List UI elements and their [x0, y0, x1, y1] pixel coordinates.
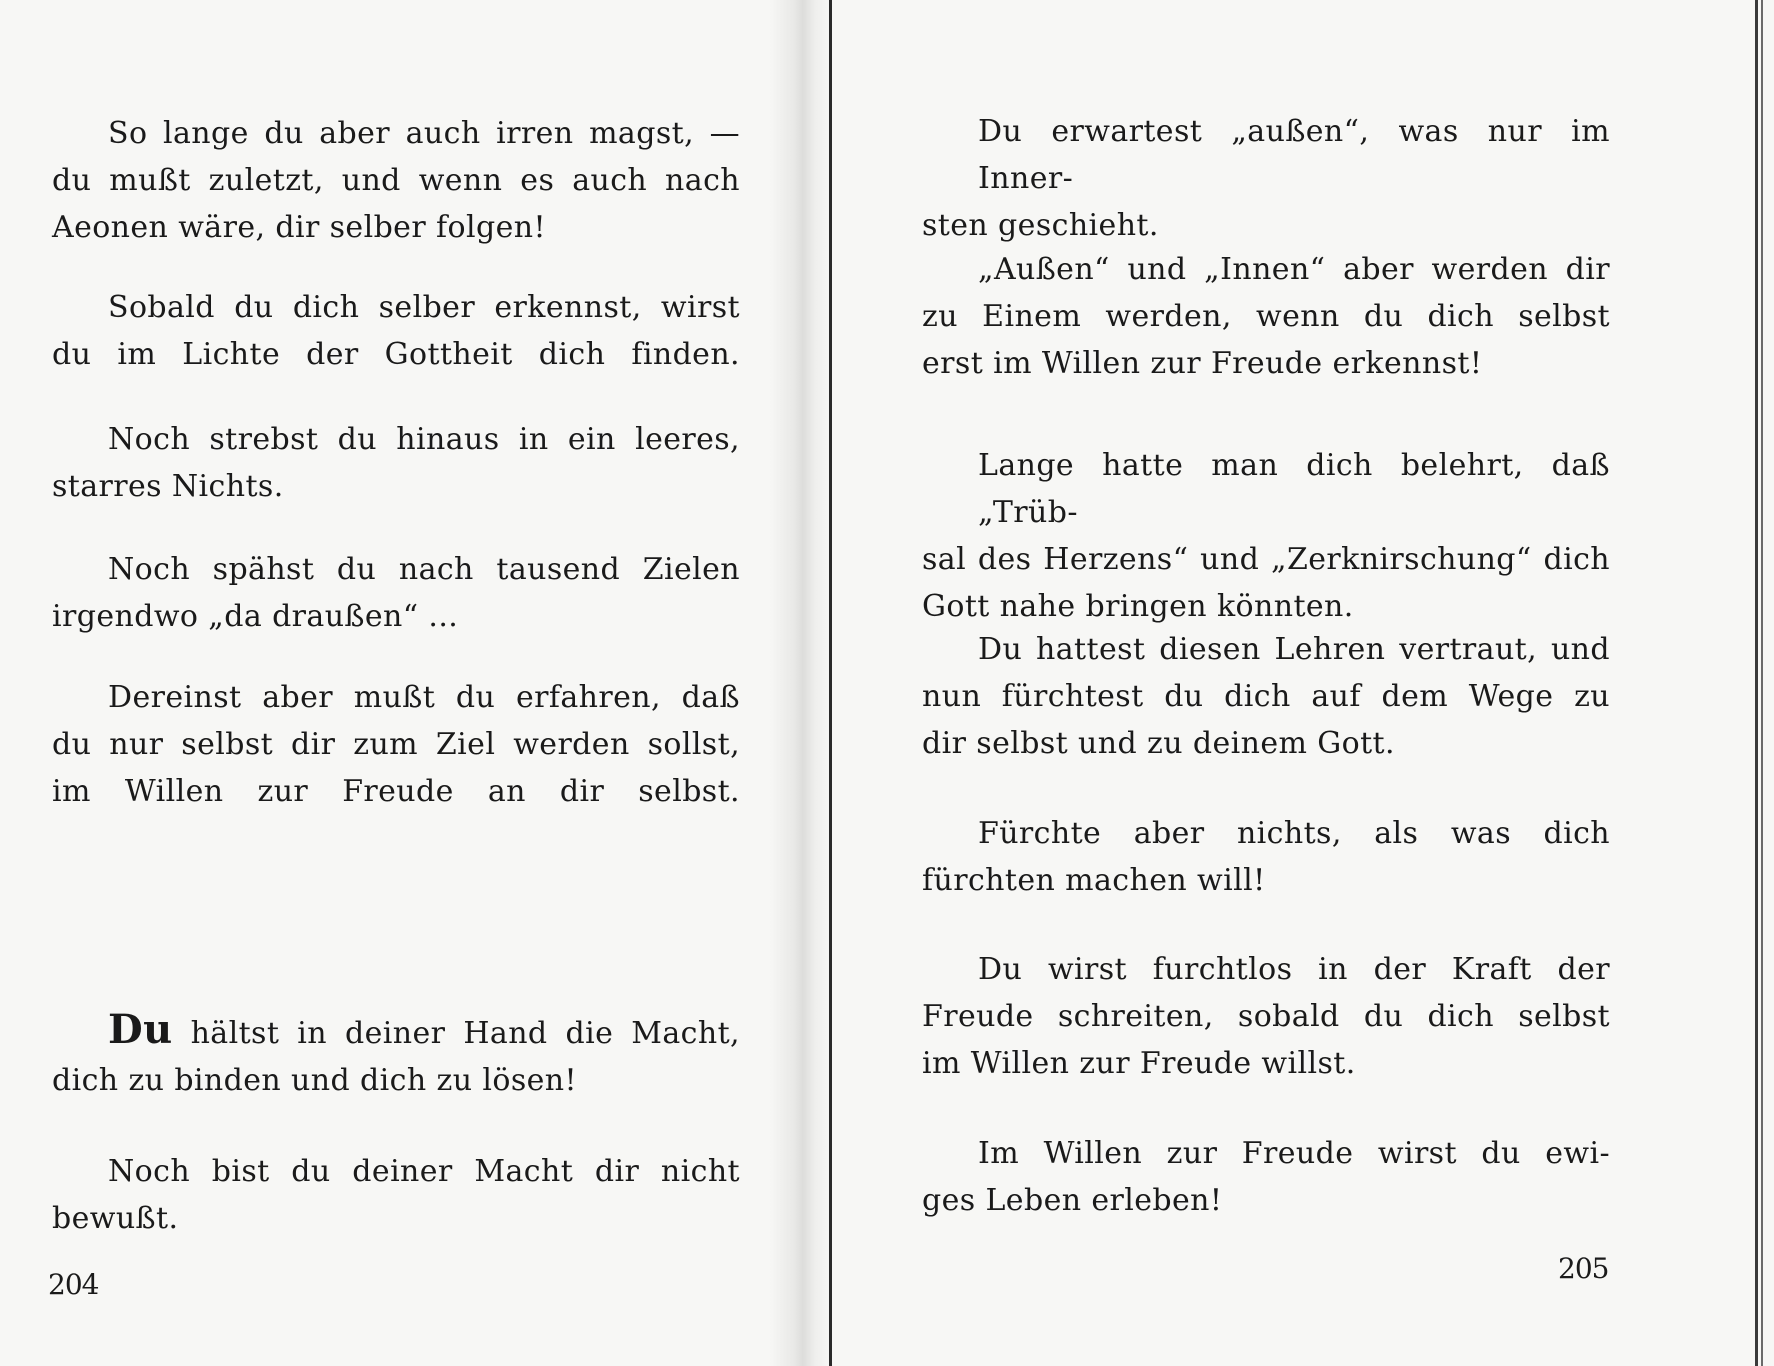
paragraph	[52, 1006, 740, 1104]
paragraph	[922, 810, 1610, 904]
text-line: sal des Herzens“ und „Zerknirschung“ dich	[922, 542, 1610, 577]
paragraph	[52, 1148, 740, 1242]
text-line: Du erwartest „außen“, was nur im Inner-	[978, 114, 1610, 196]
paragraph	[922, 108, 1610, 249]
paragraph	[52, 416, 740, 510]
paragraph	[52, 674, 740, 815]
text-line: Fürchte aber nichts, als was dich	[978, 816, 1610, 851]
text-line: Dereinst aber mußt du erfahren, daß	[108, 680, 740, 715]
text-line: du nur selbst dir zum Ziel werden sollst,	[52, 727, 740, 762]
text-line: Freude schreiten, sobald du dich selbst	[922, 999, 1610, 1034]
text-line: erst im Willen zur Freude erkennst!	[922, 346, 1483, 381]
page-number: 204	[48, 1268, 99, 1301]
text-line: Gott nahe bringen könnten.	[922, 589, 1354, 624]
text-line: dich zu binden und dich zu lösen!	[52, 1063, 577, 1098]
text-line	[52, 1006, 740, 1057]
text-segment: hältst in deiner Hand die Macht,	[172, 1016, 740, 1051]
text-line: Im Willen zur Freude wirst du ewi-	[978, 1136, 1610, 1171]
text-line: Lange hatte man dich belehrt, daß „Trüb-	[978, 448, 1610, 530]
paragraph	[52, 546, 740, 640]
text-line: fürchten machen will!	[922, 863, 1266, 898]
text-line: bewußt.	[52, 1201, 179, 1236]
paragraph	[52, 284, 740, 378]
text-line: du mußt zuletzt, und wenn es auch nach	[52, 163, 740, 198]
left-page	[0, 0, 830, 1366]
text-line: Aeonen wäre, dir selber folgen!	[52, 210, 546, 245]
paragraph	[52, 110, 740, 251]
text-line: „Außen“ und „Innen“ aber werden dir	[978, 252, 1610, 287]
text-line: Sobald du dich selber erkennst, wirst	[108, 290, 740, 325]
paragraph	[922, 1130, 1610, 1224]
text-line: im Willen zur Freude willst.	[922, 1046, 1356, 1081]
text-line: Noch strebst du hinaus in ein leeres,	[108, 422, 740, 457]
text-line: im Willen zur Freude an dir selbst.	[52, 774, 740, 809]
paragraph	[922, 442, 1610, 630]
text-line: Du hattest diesen Lehren vertraut, und	[978, 632, 1610, 667]
text-line: starres Nichts.	[52, 469, 284, 504]
text-line: nun fürchtest du dich auf dem Wege zu	[922, 679, 1610, 714]
text-line: So lange du aber auch irren magst, —	[108, 116, 740, 151]
text-line: sten geschieht.	[922, 208, 1159, 243]
page-number: 205	[1558, 1252, 1609, 1285]
text-line: ges Leben erleben!	[922, 1183, 1223, 1218]
text-line: dir selbst und zu deinem Gott.	[922, 726, 1395, 761]
text-line: Noch spähst du nach tausend Zielen	[108, 552, 740, 587]
paragraph	[922, 246, 1610, 387]
right-page	[830, 0, 1774, 1366]
text-line: irgendwo „da draußen“ ...	[52, 599, 459, 634]
text-line: zu Einem werden, wenn du dich selbst	[922, 299, 1610, 334]
paragraph	[922, 946, 1610, 1087]
paragraph	[922, 626, 1610, 767]
text-line: Noch bist du deiner Macht dir nicht	[108, 1154, 740, 1189]
text-line: Du wirst furchtlos in der Kraft der	[978, 952, 1610, 987]
drop-cap: Du	[108, 1006, 173, 1053]
text-line: du im Lichte der Gottheit dich finden.	[52, 337, 740, 372]
